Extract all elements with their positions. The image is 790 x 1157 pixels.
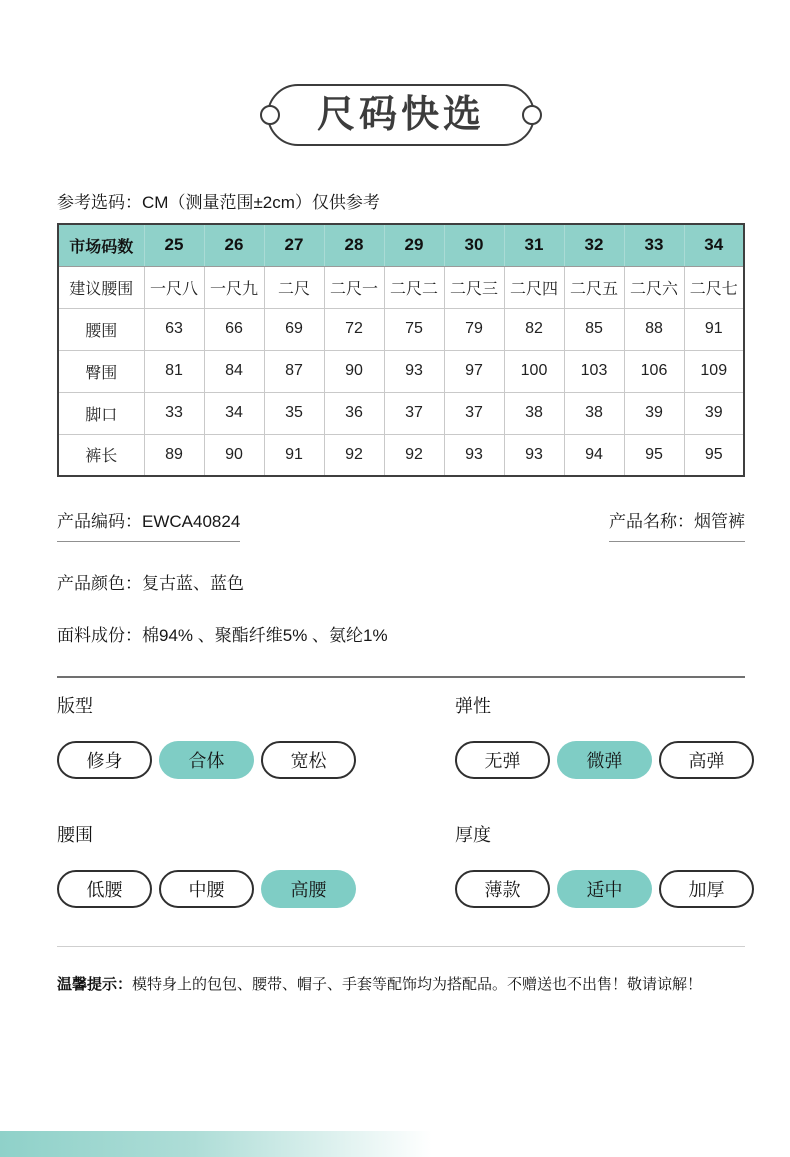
size-cell: 106	[624, 350, 684, 392]
option-pill-thickness[interactable]: 薄款	[455, 870, 550, 908]
option-pill-fit[interactable]: 宽松	[261, 741, 356, 779]
option-pill-elasticity[interactable]: 无弹	[455, 741, 550, 779]
attr-options-thickness	[455, 870, 754, 908]
size-cell: 二尺一	[324, 266, 384, 308]
size-cell: 100	[504, 350, 564, 392]
size-cell: 79	[444, 308, 504, 350]
size-cell: 103	[564, 350, 624, 392]
size-cell: 92	[384, 434, 444, 476]
page-title-badge	[267, 84, 535, 146]
attr-title-elasticity: 弹性	[455, 696, 491, 716]
size-table-header-row	[58, 224, 744, 266]
size-cell: 二尺七	[684, 266, 744, 308]
size-cell: 92	[324, 434, 384, 476]
option-pill-fit-selected[interactable]: 合体	[159, 741, 254, 779]
size-row-label: 裤长	[58, 434, 144, 476]
product-color-value: 复古蓝、蓝色	[142, 574, 244, 593]
size-cell: 二尺	[264, 266, 324, 308]
size-cell: 91	[684, 308, 744, 350]
option-pill-thickness[interactable]: 加厚	[659, 870, 754, 908]
product-name-value: 烟管裤	[694, 512, 745, 531]
size-table-size-header: 25	[144, 224, 204, 266]
size-cell: 37	[444, 392, 504, 434]
size-table-row	[58, 266, 744, 308]
size-row-label: 脚口	[58, 392, 144, 434]
size-cell: 二尺六	[624, 266, 684, 308]
attr-options-elasticity	[455, 741, 754, 779]
attr-title-thickness: 厚度	[455, 825, 491, 845]
size-cell: 87	[264, 350, 324, 392]
size-cell: 34	[204, 392, 264, 434]
size-cell: 93	[444, 434, 504, 476]
size-cell: 38	[504, 392, 564, 434]
size-cell: 36	[324, 392, 384, 434]
option-pill-waist-height[interactable]: 低腰	[57, 870, 152, 908]
page-content	[0, 84, 790, 994]
size-table-size-header: 27	[264, 224, 324, 266]
size-table-row	[58, 350, 744, 392]
size-cell: 33	[144, 392, 204, 434]
attr-options-fit	[57, 741, 455, 779]
attr-title-waist-height: 腰围	[57, 825, 93, 845]
size-row-label: 臀围	[58, 350, 144, 392]
size-cell: 二尺二	[384, 266, 444, 308]
size-cell: 89	[144, 434, 204, 476]
attr-group-fit	[57, 692, 455, 779]
size-cell: 69	[264, 308, 324, 350]
size-table-size-header: 26	[204, 224, 264, 266]
size-cell: 35	[264, 392, 324, 434]
size-cell: 38	[564, 392, 624, 434]
size-cell: 37	[384, 392, 444, 434]
size-reference-note: 参考选码：CM（测量范围±2cm）仅供参考	[57, 193, 380, 212]
attr-options-waist-height	[57, 870, 455, 908]
option-pill-fit[interactable]: 修身	[57, 741, 152, 779]
bottom-accent-bar	[0, 1131, 432, 1157]
attr-group-elasticity	[455, 692, 754, 779]
size-table-row	[58, 434, 744, 476]
size-cell: 39	[624, 392, 684, 434]
size-cell: 91	[264, 434, 324, 476]
size-table-head	[58, 224, 744, 266]
size-cell: 97	[444, 350, 504, 392]
footer-divider	[57, 946, 745, 947]
size-table-size-header: 28	[324, 224, 384, 266]
size-cell: 一尺九	[204, 266, 264, 308]
product-name-field	[609, 507, 745, 542]
option-pill-waist-height-selected[interactable]: 高腰	[261, 870, 356, 908]
size-table-size-header: 30	[444, 224, 504, 266]
size-cell: 109	[684, 350, 744, 392]
product-color-field	[57, 569, 745, 594]
size-cell: 66	[204, 308, 264, 350]
attributes-grid	[57, 692, 745, 908]
size-cell: 95	[624, 434, 684, 476]
size-cell: 81	[144, 350, 204, 392]
size-cell: 二尺三	[444, 266, 504, 308]
section-divider	[57, 676, 745, 678]
product-code-value: EWCA40824	[142, 512, 241, 531]
size-table-size-header: 32	[564, 224, 624, 266]
size-cell: 一尺八	[144, 266, 204, 308]
size-cell: 82	[504, 308, 564, 350]
size-row-label: 腰围	[58, 308, 144, 350]
footer-notice-text: 模特身上的包包、腰带、帽子、手套等配饰均为搭配品。不赠送也不出售！敬请谅解！	[132, 976, 703, 993]
size-cell: 72	[324, 308, 384, 350]
product-fabric-label: 面料成份：	[57, 626, 142, 645]
size-cell: 84	[204, 350, 264, 392]
attr-title-fit: 版型	[57, 696, 93, 716]
size-cell: 85	[564, 308, 624, 350]
size-table-body	[58, 266, 744, 476]
size-table-size-header: 33	[624, 224, 684, 266]
page-title: 尺码快选	[307, 96, 495, 134]
size-cell: 二尺五	[564, 266, 624, 308]
size-cell: 90	[204, 434, 264, 476]
product-code-field	[57, 507, 240, 542]
size-row-label: 建议腰围	[58, 266, 144, 308]
option-pill-elasticity[interactable]: 高弹	[659, 741, 754, 779]
size-cell: 93	[504, 434, 564, 476]
size-table-size-header: 29	[384, 224, 444, 266]
size-table-size-header: 31	[504, 224, 564, 266]
footer-notice	[57, 973, 745, 994]
size-table-row	[58, 392, 744, 434]
attr-group-waist-height	[57, 821, 455, 908]
size-cell: 75	[384, 308, 444, 350]
size-table-corner-header: 市场码数	[58, 224, 144, 266]
size-cell: 63	[144, 308, 204, 350]
product-code-label: 产品编码：	[57, 512, 142, 531]
size-cell: 93	[384, 350, 444, 392]
product-color-label: 产品颜色：	[57, 574, 142, 593]
option-pill-thickness-selected[interactable]: 适中	[557, 870, 652, 908]
footer-notice-label: 温馨提示：	[57, 976, 133, 993]
size-cell: 94	[564, 434, 624, 476]
size-cell: 90	[324, 350, 384, 392]
size-cell: 88	[624, 308, 684, 350]
size-table-size-header: 34	[684, 224, 744, 266]
option-pill-waist-height[interactable]: 中腰	[159, 870, 254, 908]
product-fabric-field	[57, 621, 745, 646]
product-fabric-value: 棉94% 、聚酯纤维5% 、氨纶1%	[142, 626, 388, 645]
size-cell: 95	[684, 434, 744, 476]
size-table-row	[58, 308, 744, 350]
size-table	[57, 223, 745, 477]
size-cell: 二尺四	[504, 266, 564, 308]
option-pill-elasticity-selected[interactable]: 微弹	[557, 741, 652, 779]
size-cell: 39	[684, 392, 744, 434]
product-name-label: 产品名称：	[609, 512, 694, 531]
attr-group-thickness	[455, 821, 754, 908]
